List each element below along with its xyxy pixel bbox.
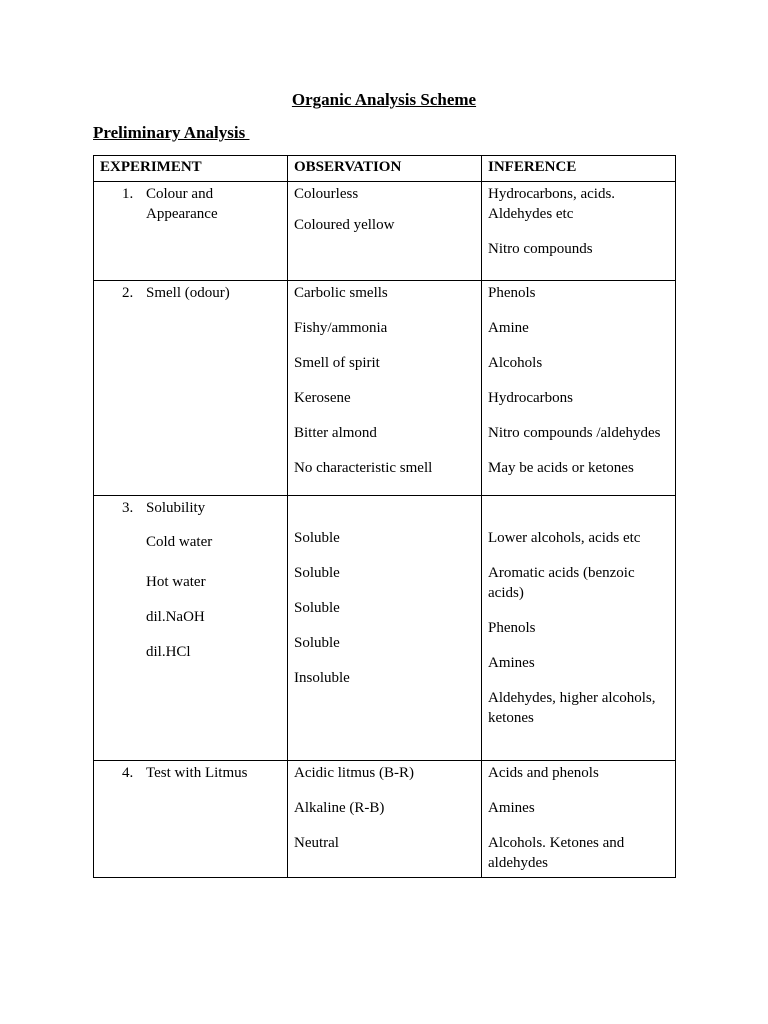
table-row: [94, 281, 676, 496]
inference-entry: Lower alcohols, acids etc: [488, 530, 641, 546]
experiment-cell: [94, 281, 288, 496]
observation-entry: Carbolic smells: [294, 285, 388, 301]
experiment-cell: [94, 182, 288, 281]
inference-entry: Amines: [488, 655, 535, 671]
experiment-label: Colour and Appearance: [146, 186, 218, 222]
document-title: Organic Analysis Scheme: [291, 90, 477, 109]
inference-entry: Phenols: [488, 620, 536, 636]
experiment-number: 2.: [122, 285, 134, 301]
experiment-cell: [94, 761, 288, 878]
table-row: [94, 761, 676, 878]
sub-experiment: Cold water: [146, 534, 213, 550]
observation-entry: Acidic litmus (B-R): [294, 765, 414, 781]
observation-cell: [288, 761, 482, 878]
observation-entry: Neutral: [294, 835, 339, 851]
observation-cell: [288, 496, 482, 761]
experiment-label: Smell (odour): [146, 285, 230, 301]
inference-entry: Hydrocarbons: [488, 390, 573, 406]
observation-entry: Alkaline (R-B): [294, 800, 385, 816]
inference-entry: May be acids or ketones: [488, 460, 634, 476]
sub-experiment: dil.HCl: [146, 644, 191, 660]
inference-entry: Acids and phenols: [488, 765, 599, 781]
table-header-row: [94, 156, 676, 182]
experiment-number: 4.: [122, 765, 134, 781]
observation-entry: Soluble: [294, 635, 340, 651]
observation-entry: Coloured yellow: [294, 217, 395, 233]
observation-entry: Colourless: [294, 186, 359, 202]
observation-entry: Bitter almond: [294, 425, 377, 441]
observation-entry: Soluble: [294, 530, 340, 546]
analysis-table: [93, 155, 676, 878]
inference-entry: Phenols: [488, 285, 536, 301]
section-title: Preliminary Analysis: [93, 123, 250, 142]
observation-entry: Fishy/ammonia: [294, 320, 388, 336]
observation-entry: Soluble: [294, 600, 340, 616]
inference-entry: Aldehydes, higher alcohols, ketones: [488, 690, 656, 726]
experiment-label: Test with Litmus: [146, 765, 248, 781]
table-row: [94, 496, 676, 761]
observation-entry: Insoluble: [294, 670, 350, 686]
observation-entry: Kerosene: [294, 390, 351, 406]
sub-experiment: dil.NaOH: [146, 609, 205, 625]
inference-entry: Alcohols. Ketones and aldehydes: [488, 835, 625, 871]
inference-entry: Aromatic acids (benzoic acids): [488, 565, 635, 601]
observation-cell: [288, 281, 482, 496]
header-experiment: EXPERIMENT: [94, 156, 288, 182]
observation-entry: Soluble: [294, 565, 340, 581]
observation-cell: [288, 182, 482, 281]
inference-cell: [482, 761, 676, 878]
header-observation: OBSERVATION: [288, 156, 482, 182]
experiment-cell: [94, 496, 288, 761]
experiment-label: Solubility: [146, 500, 206, 516]
observation-entry: No characteristic smell: [294, 460, 433, 476]
inference-entry: Nitro compounds: [488, 241, 593, 257]
experiment-number: 1.: [122, 186, 134, 202]
experiment-number: 3.: [122, 500, 134, 516]
inference-entry: Amines: [488, 800, 535, 816]
table-row: [94, 182, 676, 281]
inference-cell: [482, 496, 676, 761]
header-inference: INFERENCE: [482, 156, 676, 182]
inference-entry: Alcohols: [488, 355, 543, 371]
inference-entry: Amine: [488, 320, 529, 336]
sub-experiment: Hot water: [146, 574, 206, 590]
inference-cell: [482, 182, 676, 281]
inference-cell: [482, 281, 676, 496]
inference-entry: Hydrocarbons, acids. Aldehydes etc: [488, 186, 616, 222]
observation-entry: Smell of spirit: [294, 355, 380, 371]
inference-entry: Nitro compounds /aldehydes: [488, 425, 661, 441]
